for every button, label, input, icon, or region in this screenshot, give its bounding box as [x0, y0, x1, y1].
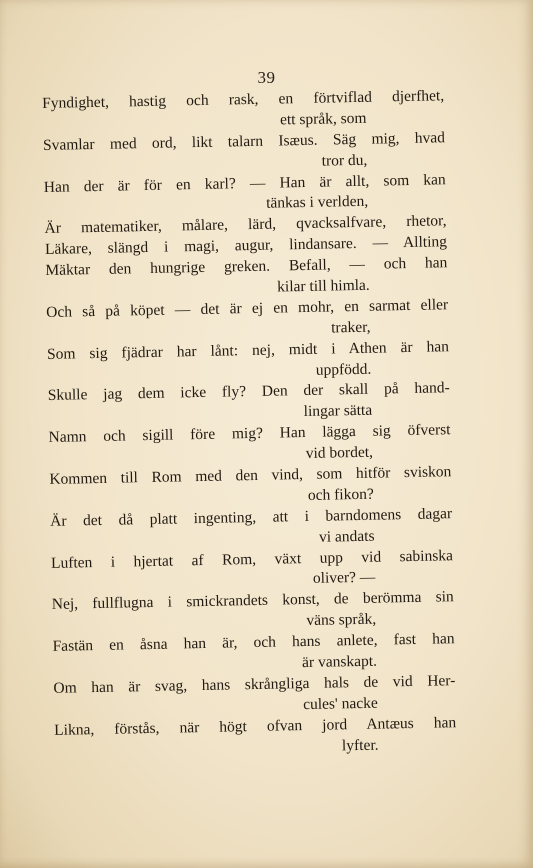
verse-line: Skulle jag dem icke fly? Den der skall på hand-: [47, 379, 450, 405]
verse-continuation: oliver? —: [312, 569, 376, 588]
verse-line: Som sig fjädrar har lånt: nej, midt i Athen är han: [46, 337, 450, 363]
verse-line: Luften i hjertat af Rom, växt upp vid sabinska: [50, 546, 454, 572]
verse-continuation: är vanskapt.: [301, 652, 378, 672]
verse-continuation: traker,: [330, 318, 371, 337]
verse-line: Namn och sigill före mig? Han lägga sig öfverst: [48, 421, 451, 447]
verse-continuation: väns språk,: [306, 610, 377, 630]
page-number: 39: [257, 68, 276, 87]
verse-line: Likna, förstås, när högt ofvan jord Antæus han: [54, 713, 457, 739]
verse-continuation: lyfter.: [341, 736, 379, 754]
verse-line: Nej, fullflugna i smickrandets konst, de berömma sin: [51, 588, 454, 614]
verse-continuation: ett språk, som: [279, 109, 367, 129]
verse-continuation: lingar sätta: [303, 402, 373, 421]
verse-line: Läkare, slängd i magi, augur, lindansare. — Allting: [44, 233, 448, 259]
verse-continuation: tror du,: [321, 151, 368, 170]
verse-line: Han der är för en karl? — Han är allt, som kan: [43, 170, 446, 196]
verse-continuation: uppfödd.: [315, 360, 372, 379]
poem-text: [42, 86, 457, 762]
verse-line: Kommen till Rom med den vind, som hitför sviskon: [49, 463, 452, 488]
verse-line: Är det då platt ingenting, att i barndomens dagar: [50, 505, 453, 530]
verse-continuation: och fikon?: [307, 485, 374, 504]
verse-continuation: vi andats: [318, 527, 375, 546]
verse-line: Svamlar med ord, likt talarn Isæus. Säg mig, hvad: [42, 129, 446, 154]
verse-continuation: vid bordet,: [305, 443, 374, 463]
verse-line: Mäktar den hungrige greken. Befall, — och han: [45, 254, 448, 280]
verse-line: Om han är svag, hans skrångliga hals de vid Her-: [53, 672, 456, 697]
verse-line: Är matematiker, målare, lärd, qvacksalfvare, rhetor,: [44, 212, 447, 238]
verse-continuation: cules' nacke: [302, 694, 378, 713]
verse-line: Fyndighet, hastig och rask, en förtviflad djerfhet,: [42, 87, 445, 112]
verse-continuation: kilar till himla.: [277, 276, 370, 296]
verse-line: Fastän en åsna han är, och hans anlete, fast han: [52, 630, 455, 656]
verse-continuation: tänkas i verlden,: [265, 193, 369, 213]
verse-line: Och så på köpet — det är ej en mohr, en sarmat eller: [46, 296, 449, 321]
